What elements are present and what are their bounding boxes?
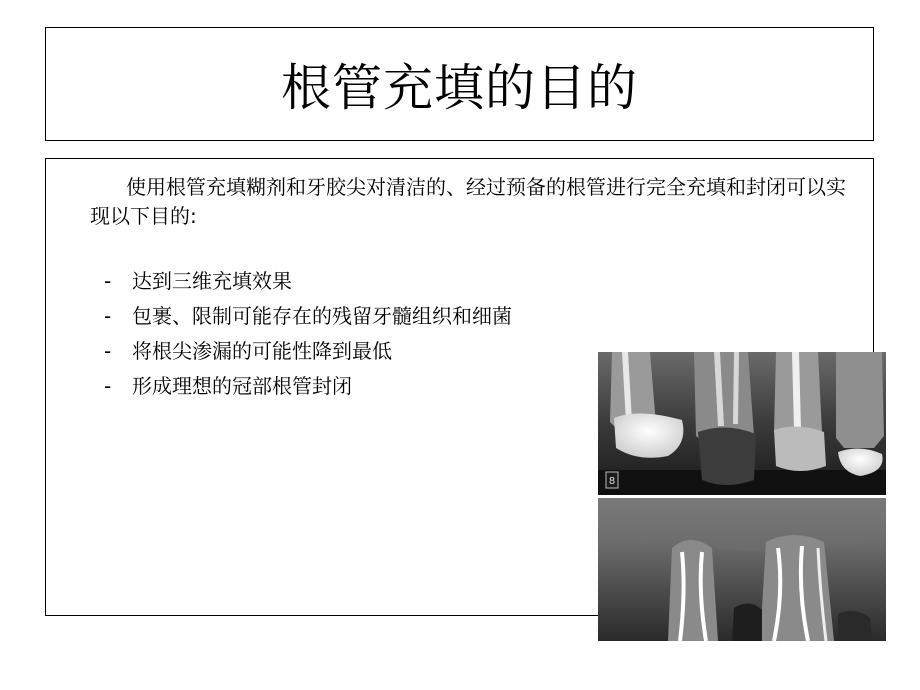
bullet-item bbox=[104, 376, 512, 411]
bullet-item bbox=[104, 271, 512, 306]
crown-restoration bbox=[614, 413, 683, 457]
title-box bbox=[45, 27, 874, 141]
bullet-item bbox=[104, 306, 512, 341]
bullet-text: 包裹、限制可能存在的残留牙髓组织和细菌 bbox=[132, 304, 512, 328]
bullet-text: 达到三维充填效果 bbox=[132, 269, 292, 293]
bullet-marker: - bbox=[104, 269, 112, 293]
film-marker-label: 8 bbox=[608, 476, 616, 487]
xray-image bbox=[598, 352, 886, 641]
intro-paragraph: 使用根管充填糊剂和牙胶尖对清洁的、经过预备的根管进行完全充填和封闭可以实现以下目的: bbox=[90, 175, 846, 228]
bullet-text: 将根尖渗漏的可能性降到最低 bbox=[132, 339, 392, 363]
bullet-text: 形成理想的冠部根管封闭 bbox=[132, 374, 352, 398]
bullet-marker: - bbox=[104, 374, 112, 398]
bullet-item bbox=[104, 341, 512, 376]
bullet-list bbox=[104, 271, 512, 411]
bullet-marker: - bbox=[104, 304, 112, 328]
slide-title: 根管充填的目的 bbox=[281, 59, 638, 117]
bullet-marker: - bbox=[104, 339, 112, 363]
